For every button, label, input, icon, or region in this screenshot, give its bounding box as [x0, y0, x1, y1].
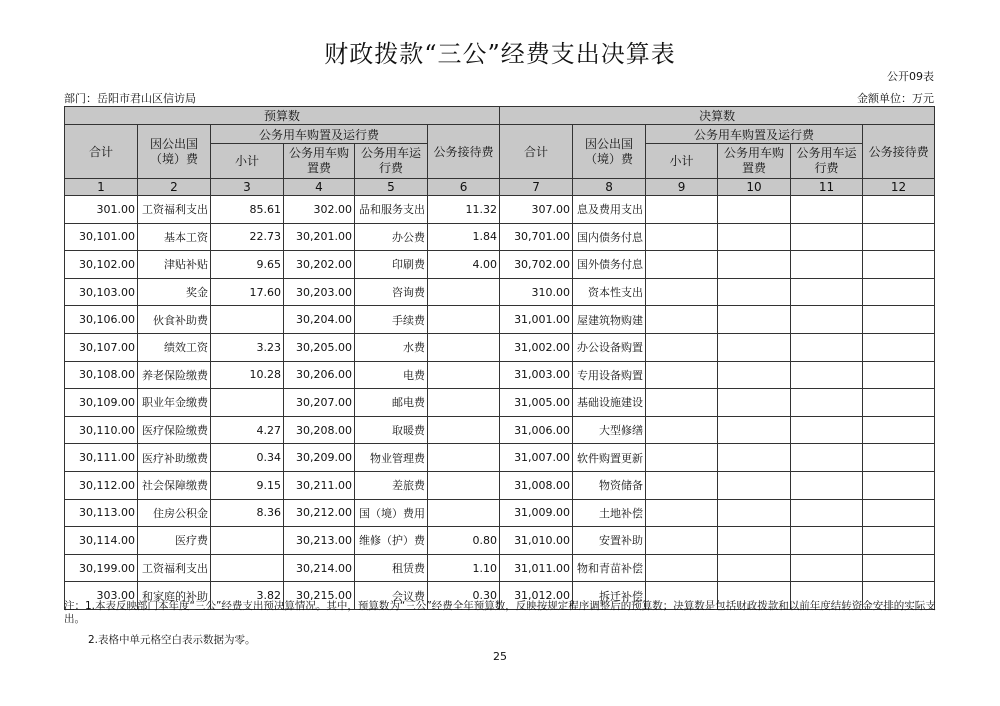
empty-cell: [718, 333, 791, 361]
table-cell: 31,008.00: [500, 471, 573, 499]
table-cell: 基本工资: [138, 223, 211, 251]
table-cell: 31,007.00: [500, 444, 573, 472]
column-number: 4: [284, 179, 355, 196]
department-label: 部门：岳阳市君山区信访局: [64, 92, 196, 105]
table-cell: [428, 499, 500, 527]
table-cell: 310.00: [500, 278, 573, 306]
table-cell: 手续费: [355, 306, 428, 334]
table-cell: 职业年金缴费: [138, 389, 211, 417]
table-cell: 31,003.00: [500, 361, 573, 389]
table-cell: 养老保险缴费: [138, 361, 211, 389]
empty-cell: [646, 444, 718, 472]
budget-reception-header: 公务接待费: [428, 125, 500, 179]
empty-cell: [646, 471, 718, 499]
empty-cell: [718, 361, 791, 389]
table-cell: 30,112.00: [65, 471, 138, 499]
table-cell: 30,207.00: [284, 389, 355, 417]
column-number: 2: [138, 179, 211, 196]
empty-cell: [718, 444, 791, 472]
table-cell: 品和服务支出: [355, 196, 428, 224]
empty-cell: [863, 527, 935, 555]
table-cell: 31,006.00: [500, 416, 573, 444]
table-row: [65, 527, 935, 555]
final-subtotal-header: 小计: [646, 144, 718, 179]
table-cell: 9.65: [211, 251, 284, 279]
empty-cell: [646, 333, 718, 361]
table-cell: 30,102.00: [65, 251, 138, 279]
table-cell: 30,106.00: [65, 306, 138, 334]
table-cell: 物业管理费: [355, 444, 428, 472]
table-cell: [428, 278, 500, 306]
empty-cell: [863, 361, 935, 389]
table-cell: 31,001.00: [500, 306, 573, 334]
table-cell: 和家庭的补助: [138, 582, 211, 610]
column-number: 7: [500, 179, 573, 196]
budget-car-group-header: 公务用车购置及运行费: [211, 125, 428, 144]
table-cell: 绩效工资: [138, 333, 211, 361]
final-reception-header: 公务接待费: [863, 125, 935, 179]
table-cell: 31,005.00: [500, 389, 573, 417]
empty-cell: [718, 306, 791, 334]
empty-cell: [718, 471, 791, 499]
table-row: [65, 361, 935, 389]
table-cell: 30,108.00: [65, 361, 138, 389]
table-cell: 30,103.00: [65, 278, 138, 306]
final-car-running-header: 公务用车运行费: [791, 144, 863, 179]
table-cell: 31,010.00: [500, 527, 573, 555]
table-cell: 3.23: [211, 333, 284, 361]
table-row: [65, 471, 935, 499]
empty-cell: [646, 223, 718, 251]
table-cell: 30,205.00: [284, 333, 355, 361]
table-row: [65, 416, 935, 444]
table-cell: 30,203.00: [284, 278, 355, 306]
table-cell: 奖金: [138, 278, 211, 306]
table-row: [65, 251, 935, 279]
page-title: 财政拨款“三公”经费支出决算表: [324, 40, 676, 68]
empty-cell: [718, 554, 791, 582]
table-cell: 30,111.00: [65, 444, 138, 472]
table-cell: [211, 554, 284, 582]
table-cell: 安置补助: [573, 527, 646, 555]
table-cell: 邮电费: [355, 389, 428, 417]
table-cell: 1.84: [428, 223, 500, 251]
empty-cell: [791, 471, 863, 499]
table-cell: 物资储备: [573, 471, 646, 499]
table-cell: 拆迁补偿: [573, 582, 646, 610]
table-cell: 30,114.00: [65, 527, 138, 555]
table-cell: 工资福利支出: [138, 554, 211, 582]
column-number: 6: [428, 179, 500, 196]
table-cell: 10.28: [211, 361, 284, 389]
empty-cell: [791, 389, 863, 417]
table-cell: 9.15: [211, 471, 284, 499]
table-cell: 基础设施建设: [573, 389, 646, 417]
empty-cell: [646, 196, 718, 224]
empty-cell: [646, 278, 718, 306]
table-cell: 资本性支出: [573, 278, 646, 306]
budget-subtotal-header: 小计: [211, 144, 284, 179]
table-cell: 土地补偿: [573, 499, 646, 527]
column-number: 9: [646, 179, 718, 196]
table-cell: [211, 306, 284, 334]
table-cell: 屋建筑物购建: [573, 306, 646, 334]
empty-cell: [646, 251, 718, 279]
amount-unit-label: 金额单位：万元: [857, 92, 934, 105]
empty-cell: [863, 444, 935, 472]
column-number: 3: [211, 179, 284, 196]
table-body: [65, 196, 935, 610]
empty-cell: [646, 389, 718, 417]
empty-cell: [791, 333, 863, 361]
form-number: 公开09表: [887, 70, 934, 83]
three-public-expense-table: [64, 106, 935, 610]
empty-cell: [863, 278, 935, 306]
empty-cell: [791, 527, 863, 555]
table-cell: 30,209.00: [284, 444, 355, 472]
final-car-purchase-header: 公务用车购置费: [718, 144, 791, 179]
column-number: 10: [718, 179, 791, 196]
table-cell: 租赁费: [355, 554, 428, 582]
table-row: [65, 333, 935, 361]
table-cell: 30,215.00: [284, 582, 355, 610]
table-cell: 专用设备购置: [573, 361, 646, 389]
empty-cell: [863, 499, 935, 527]
table-row: [65, 223, 935, 251]
table-cell: 津贴补贴: [138, 251, 211, 279]
empty-cell: [863, 196, 935, 224]
table-cell: 大型修缮: [573, 416, 646, 444]
table-cell: 30,213.00: [284, 527, 355, 555]
empty-cell: [791, 251, 863, 279]
table-cell: 国（境）费用: [355, 499, 428, 527]
empty-cell: [791, 306, 863, 334]
table-cell: 30,204.00: [284, 306, 355, 334]
table-cell: 取暖费: [355, 416, 428, 444]
table-cell: 30,202.00: [284, 251, 355, 279]
table-cell: 30,199.00: [65, 554, 138, 582]
table-cell: 30,702.00: [500, 251, 573, 279]
table-cell: 0.80: [428, 527, 500, 555]
table-cell: 85.61: [211, 196, 284, 224]
empty-cell: [646, 416, 718, 444]
table-cell: 维修（护）费: [355, 527, 428, 555]
empty-cell: [863, 554, 935, 582]
page-number: 25: [493, 650, 507, 663]
empty-cell: [863, 306, 935, 334]
budget-header: 预算数: [65, 107, 500, 125]
table-cell: 住房公积金: [138, 499, 211, 527]
table-cell: 物和青苗补偿: [573, 554, 646, 582]
empty-cell: [718, 223, 791, 251]
table-row: [65, 196, 935, 224]
table-cell: 4.00: [428, 251, 500, 279]
empty-cell: [791, 416, 863, 444]
empty-cell: [646, 499, 718, 527]
table-cell: 31,011.00: [500, 554, 573, 582]
table-cell: 医疗保险缴费: [138, 416, 211, 444]
table-row: [65, 444, 935, 472]
table-cell: 0.30: [428, 582, 500, 610]
table-row: [65, 554, 935, 582]
empty-cell: [718, 527, 791, 555]
empty-cell: [863, 416, 935, 444]
final-header: 决算数: [500, 107, 935, 125]
table-cell: [428, 333, 500, 361]
empty-cell: [863, 223, 935, 251]
empty-cell: [863, 333, 935, 361]
table-cell: 差旅费: [355, 471, 428, 499]
table-cell: 22.73: [211, 223, 284, 251]
table-cell: 8.36: [211, 499, 284, 527]
empty-cell: [791, 278, 863, 306]
table-cell: 301.00: [65, 196, 138, 224]
table-cell: 30,212.00: [284, 499, 355, 527]
final-abroad-header: 因公出国（境）费: [573, 125, 646, 179]
table-cell: 302.00: [284, 196, 355, 224]
table-cell: [428, 361, 500, 389]
table-cell: [428, 444, 500, 472]
header-row-middle: [65, 125, 935, 144]
column-number: 8: [573, 179, 646, 196]
table-cell: 社会保障缴费: [138, 471, 211, 499]
table-cell: 31,002.00: [500, 333, 573, 361]
table-cell: 30,110.00: [65, 416, 138, 444]
table-cell: 30,214.00: [284, 554, 355, 582]
column-number: 5: [355, 179, 428, 196]
table-cell: [211, 527, 284, 555]
table-cell: 30,113.00: [65, 499, 138, 527]
empty-cell: [863, 471, 935, 499]
empty-cell: [718, 499, 791, 527]
table-row: [65, 499, 935, 527]
table-row: [65, 278, 935, 306]
table-cell: [428, 471, 500, 499]
table-cell: 水费: [355, 333, 428, 361]
table-cell: 307.00: [500, 196, 573, 224]
column-number: 12: [863, 179, 935, 196]
table-cell: 30,201.00: [284, 223, 355, 251]
empty-cell: [718, 278, 791, 306]
table-cell: 17.60: [211, 278, 284, 306]
note-2: 2.表格中单元格空白表示数据为零。: [88, 634, 256, 646]
empty-cell: [863, 251, 935, 279]
empty-cell: [646, 527, 718, 555]
empty-cell: [791, 196, 863, 224]
empty-cell: [718, 251, 791, 279]
table-cell: 医疗补助缴费: [138, 444, 211, 472]
empty-cell: [646, 361, 718, 389]
empty-cell: [646, 306, 718, 334]
table-cell: 办公设备购置: [573, 333, 646, 361]
table-cell: 0.34: [211, 444, 284, 472]
empty-cell: [718, 416, 791, 444]
table-row: [65, 389, 935, 417]
table-cell: 电费: [355, 361, 428, 389]
empty-cell: [718, 196, 791, 224]
table-cell: 4.27: [211, 416, 284, 444]
table-cell: 办公费: [355, 223, 428, 251]
table-cell: 30,701.00: [500, 223, 573, 251]
empty-cell: [863, 389, 935, 417]
table-cell: 30,101.00: [65, 223, 138, 251]
table-cell: 伙食补助费: [138, 306, 211, 334]
table-cell: 软件购置更新: [573, 444, 646, 472]
final-car-group-header: 公务用车购置及运行费: [646, 125, 863, 144]
table-cell: [428, 416, 500, 444]
final-total-header: 合计: [500, 125, 573, 179]
table-cell: 国内债务付息: [573, 223, 646, 251]
table-cell: [428, 306, 500, 334]
table-cell: 1.10: [428, 554, 500, 582]
table-row: [65, 306, 935, 334]
empty-cell: [791, 223, 863, 251]
header-row-top: [65, 107, 935, 125]
table-cell: [211, 389, 284, 417]
table-cell: 息及费用支出: [573, 196, 646, 224]
column-number-row: [65, 179, 935, 196]
table-cell: 30,206.00: [284, 361, 355, 389]
table-cell: 31,009.00: [500, 499, 573, 527]
budget-abroad-header: 因公出国（境）费: [138, 125, 211, 179]
empty-cell: [791, 361, 863, 389]
empty-cell: [646, 554, 718, 582]
table-cell: 咨询费: [355, 278, 428, 306]
table-cell: 3.82: [211, 582, 284, 610]
column-number: 11: [791, 179, 863, 196]
table-cell: [428, 389, 500, 417]
table-cell: 30,109.00: [65, 389, 138, 417]
column-number: 1: [65, 179, 138, 196]
table-cell: 工资福利支出: [138, 196, 211, 224]
budget-car-purchase-header: 公务用车购置费: [284, 144, 355, 179]
empty-cell: [791, 554, 863, 582]
table-cell: 30,107.00: [65, 333, 138, 361]
table-cell: 国外债务付息: [573, 251, 646, 279]
table-cell: 303.00: [65, 582, 138, 610]
table-cell: 30,208.00: [284, 416, 355, 444]
empty-cell: [791, 499, 863, 527]
table-cell: 31,012.00: [500, 582, 573, 610]
note-1: 注：1.本表反映部门本年度“三公”经费支出预决算情况。其中，预算数为“三公”经费全年预算数，反映按规定程序调整后的预算数；决算数是包括财政拨款和以前年度结转资金安排的实际支出。: [64, 600, 936, 625]
table-cell: 11.32: [428, 196, 500, 224]
table-cell: 印刷费: [355, 251, 428, 279]
empty-cell: [791, 444, 863, 472]
budget-total-header: 合计: [65, 125, 138, 179]
table-cell: 30,211.00: [284, 471, 355, 499]
empty-cell: [718, 389, 791, 417]
table-cell: 医疗费: [138, 527, 211, 555]
budget-car-running-header: 公务用车运行费: [355, 144, 428, 179]
table-cell: 会议费: [355, 582, 428, 610]
